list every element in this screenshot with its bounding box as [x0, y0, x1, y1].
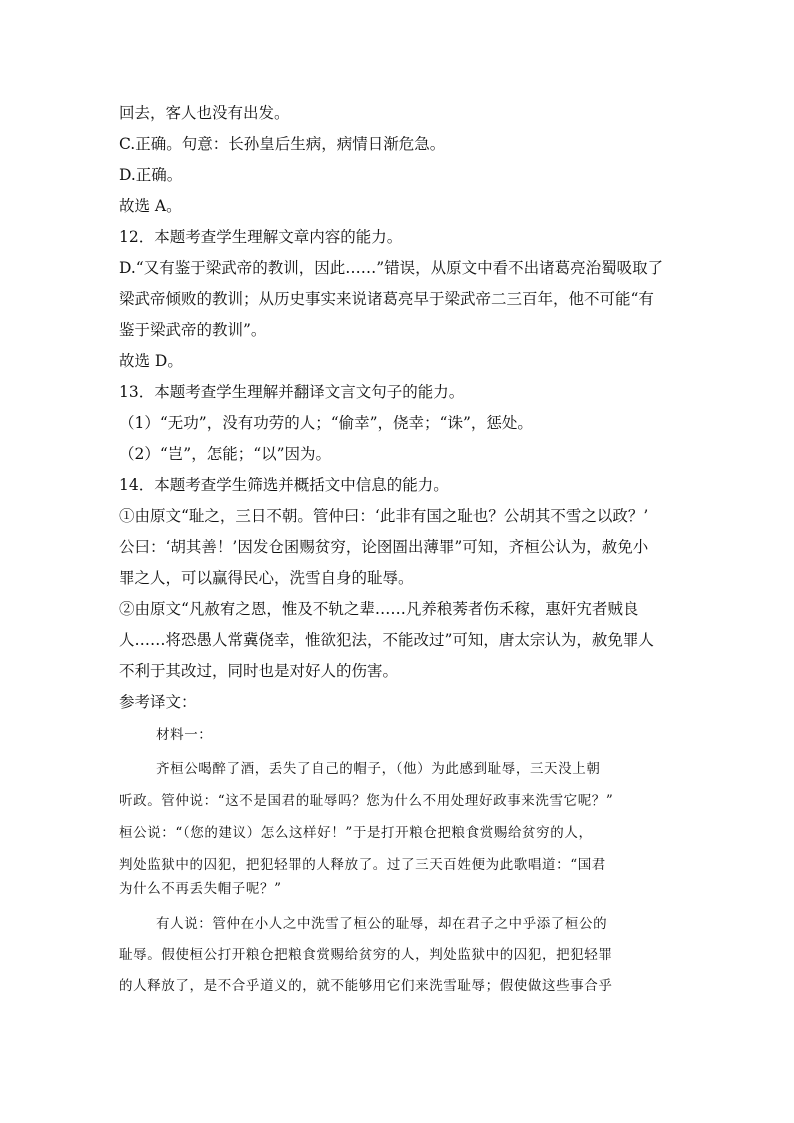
answer-line-18: 人……将恐愚人常冀侥幸，惟欲犯法，不能改过”可知，唐太宗认为，赦免罪人	[119, 631, 654, 649]
answer-line-8: 鉴于梁武帝的教训”。	[119, 321, 267, 339]
answer-line-16: 罪之人，可以赢得民心，洗雪自身的耻辱。	[119, 569, 414, 587]
answer-line-19: 不利于其改过，同时也是对好人的伤害。	[119, 662, 399, 680]
translation-para1-line-2: 听政。管仲说：“这不是国君的耻辱吗？您为什么不用处理好政事来洗雪它呢？”	[119, 793, 614, 809]
answer-line-3: D.正确。	[119, 166, 183, 184]
answer-line-7: 梁武帝倾败的教训；从历史事实来说诸葛亮早于梁武帝二三百年，他不可能“有	[119, 290, 654, 308]
answer-line-11: （1）“无功”，没有功劳的人；“偷幸”，侥幸；“诛”，惩处。	[119, 414, 533, 432]
translation-para1-line-4: 判处监狱中的囚犯，把犯轻罪的人释放了。过了三天百姓便为此歌唱道：“国君	[119, 857, 606, 873]
question-13-heading: 13．本题考查学生理解并翻译文言文句子的能力。	[119, 383, 465, 401]
translation-para2-line-2: 耻辱。假使桓公打开粮仓把粮食赏赐给贫穷的人，判处监狱中的囚犯，把犯轻罪	[119, 947, 613, 963]
question-12-heading: 12．本题考查学生理解文章内容的能力。	[119, 228, 403, 246]
answer-line-15: 公曰：‘胡其善！’因发仓囷赐贫穷，论囹圄出薄罪”可知，齐桓公认为，赦免小	[119, 538, 649, 556]
answer-line-2: C.正确。句意：长孙皇后生病，病情日渐危急。	[119, 135, 446, 153]
answer-line-9: 故选 D。	[119, 352, 183, 370]
translation-para1-line-3: 桓公说：“（您的建议）怎么这样好！”于是打开粮仓把粮食赏赐给贫穷的人，	[119, 825, 593, 841]
answer-line-12: （2）“岂”，怎能；“以”因为。	[119, 445, 332, 463]
answer-line-4: 故选 A。	[119, 197, 182, 215]
answer-line-6: D.“又有鉴于梁武帝的教训，因此……”错误，从原文中看不出诸葛亮治蜀吸取了	[119, 259, 664, 277]
translation-heading: 材料一：	[156, 727, 213, 743]
translation-para1-line-1: 齐桓公喝醉了酒，丢失了自己的帽子，（他）为此感到耻辱，三天没上朝	[156, 761, 601, 777]
answer-line-14: ①由原文“耻之，三日不朝。管仲曰：‘此非有国之耻也？公胡其不雪之以政？’	[119, 507, 649, 525]
translation-para2-line-3: 的人释放了，是不合乎道义的，就不能够用它们来洗雪耻辱；假使做这些事合乎	[119, 978, 613, 994]
translation-para2-line-1: 有人说：管仲在小人之中洗雪了桓公的耻辱，却在君子之中乎添了桓公的	[156, 916, 608, 932]
question-14-heading: 14．本题考查学生筛选并概括文中信息的能力。	[119, 476, 449, 494]
reference-translation-label: 参考译文：	[119, 693, 197, 711]
translation-para1-line-5: 为什么不再丢失帽子呢？”	[119, 881, 282, 897]
answer-line-1: 回去，客人也没有出发。	[119, 104, 290, 122]
answer-line-17: ②由原文“凡赦宥之恩，惟及不轨之辈……凡养稂莠者伤禾稼，惠奸宄者贼良	[119, 600, 639, 618]
